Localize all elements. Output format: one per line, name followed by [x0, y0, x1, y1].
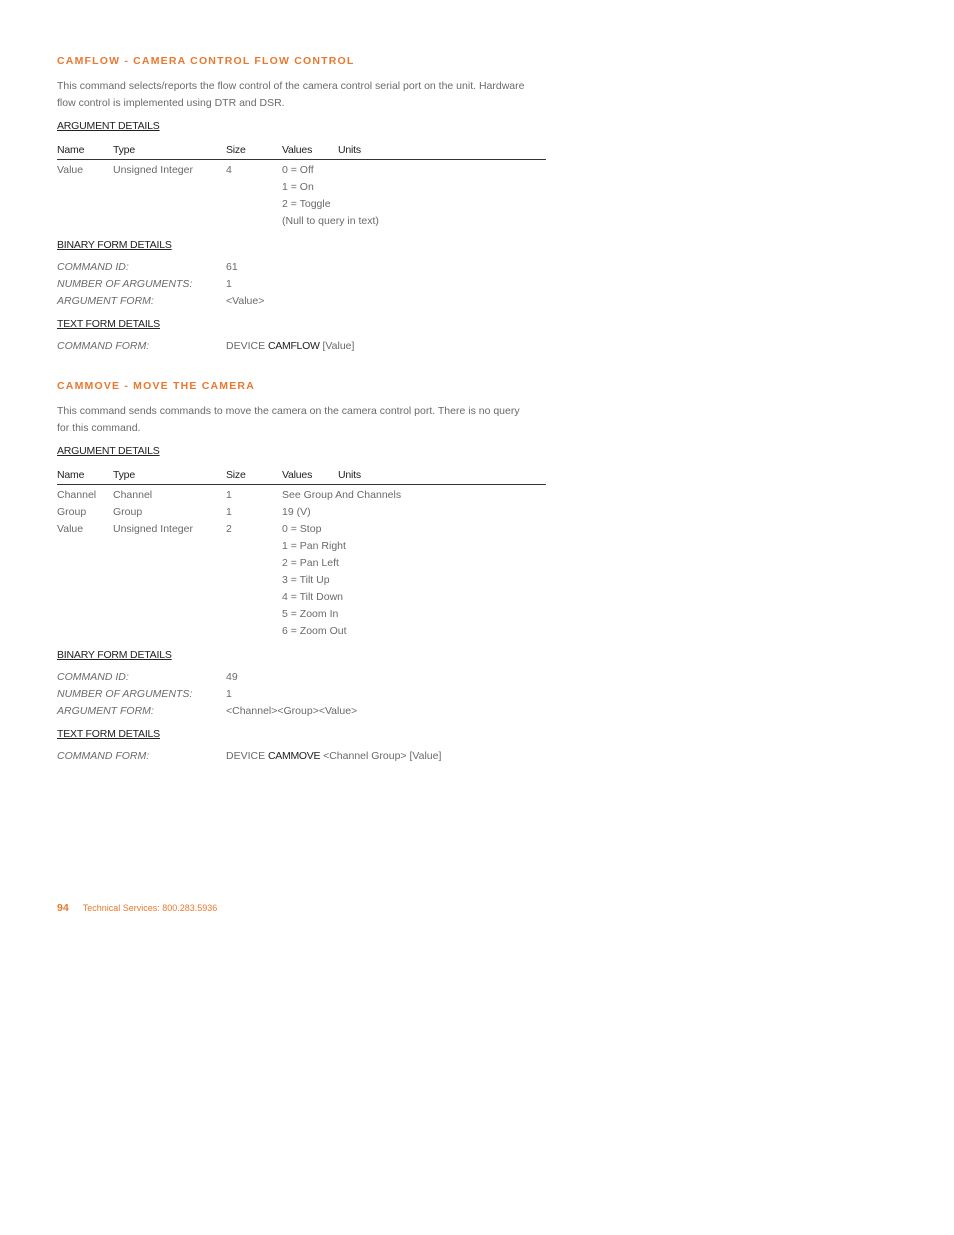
- column-units: Units: [338, 469, 361, 481]
- table-row: (Null to query in text): [282, 215, 379, 227]
- column-values: Values: [282, 469, 313, 481]
- table-row: 1 = Pan Right: [282, 540, 346, 552]
- table-row: 2 = Toggle: [282, 198, 331, 210]
- cammove-section: [57, 379, 546, 765]
- cammove-table-body: [57, 485, 546, 640]
- camflow-table-body: [57, 160, 546, 230]
- column-size: Size: [226, 469, 246, 481]
- column-type: Type: [113, 144, 135, 156]
- camflow-binary-title: BINARY FORM DETAILS: [57, 239, 172, 251]
- table-row: Channel Channel 1 See Group And Channels: [57, 489, 402, 501]
- cammove-text-title: TEXT FORM DETAILS: [57, 728, 160, 740]
- table-row: Group Group 1 19 (V): [57, 506, 311, 518]
- cammove-table-header: [57, 467, 546, 485]
- cammove-command-id: COMMAND ID: 49: [57, 671, 238, 683]
- cammove-argument-form: ARGUMENT FORM: <Channel><Group><Value>: [57, 705, 358, 717]
- camflow-command-form: COMMAND FORM: DEVICE CAMFLOW [Value]: [57, 340, 355, 352]
- table-row: Value Unsigned Integer 4 0 = Off: [57, 164, 314, 176]
- column-type: Type: [113, 469, 135, 481]
- cammove-number-of-arguments: NUMBER OF ARGUMENTS: 1: [57, 688, 232, 700]
- table-row: 5 = Zoom In: [282, 608, 339, 620]
- camflow-command-name: CAMFLOW: [268, 340, 320, 352]
- column-units: Units: [338, 144, 361, 156]
- page-footer: [57, 901, 217, 915]
- column-name: Name: [57, 144, 85, 156]
- table-row: 3 = Tilt Up: [282, 574, 330, 586]
- page-number: 94: [57, 902, 69, 914]
- camflow-section: [57, 54, 546, 355]
- camflow-text-title: TEXT FORM DETAILS: [57, 318, 160, 330]
- table-row: 2 = Pan Left: [282, 557, 339, 569]
- camflow-heading: CAMFLOW - CAMERA CONTROL FLOW CONTROL: [57, 55, 355, 67]
- footer-text: Technical Services: 800.283.5936: [82, 903, 218, 913]
- cammove-argument-title: ARGUMENT DETAILS: [57, 445, 160, 457]
- table-row: Value Unsigned Integer 2 0 = Stop: [57, 523, 322, 535]
- table-row: 6 = Zoom Out: [282, 625, 347, 637]
- camflow-description: This command selects/reports the flow control of the camera control serial port on the unit. Hardware flow control is implemented using DTR and DSR.: [57, 80, 525, 109]
- camflow-command-id: COMMAND ID: 61: [57, 261, 238, 273]
- table-row: 4 = Tilt Down: [282, 591, 343, 603]
- column-values: Values: [282, 144, 313, 156]
- camflow-number-of-arguments: NUMBER OF ARGUMENTS: 1: [57, 278, 232, 290]
- cammove-description: This command sends commands to move the camera on the camera control port. There is no query for this command.: [57, 405, 520, 434]
- camflow-argument-title: ARGUMENT DETAILS: [57, 120, 160, 132]
- camflow-argument-form: ARGUMENT FORM: <Value>: [57, 295, 265, 307]
- cammove-command-name: CAMMOVE: [268, 750, 321, 762]
- cammove-heading: CAMMOVE - MOVE THE CAMERA: [57, 380, 255, 392]
- column-name: Name: [57, 469, 85, 481]
- cammove-command-form: COMMAND FORM: DEVICE CAMMOVE <Channel Group> [Value]: [57, 750, 442, 762]
- cammove-binary-title: BINARY FORM DETAILS: [57, 649, 172, 661]
- column-size: Size: [226, 144, 246, 156]
- table-row: 1 = On: [282, 181, 314, 193]
- camflow-table-header: [57, 142, 546, 160]
